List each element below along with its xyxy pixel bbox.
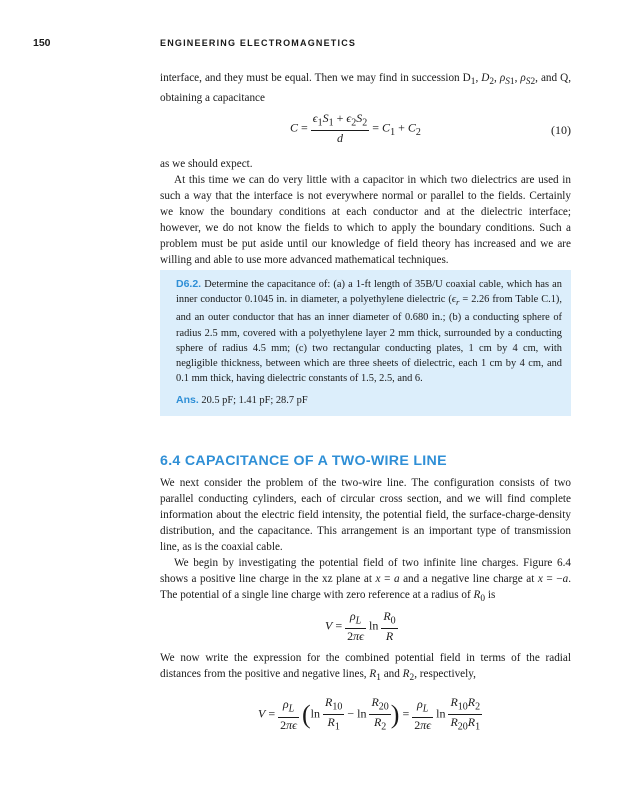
section-title: 6.4 CAPACITANCE OF A TWO-WIRE LINE bbox=[160, 453, 447, 469]
page-number: 150 bbox=[33, 37, 51, 49]
para-expect: as we should expect. bbox=[160, 158, 253, 170]
dielectric-paragraph bbox=[160, 156, 571, 268]
answer-label: Ans. bbox=[176, 394, 199, 406]
equation-combined-potential: V = $\frac{\rho_L}{2\pi\epsilon}$ (ln $\frac{R_{10}}{R_1}$ − ln $\frac{R_{20}}{R_2}$ ) = $\frac{\rho_L}{2\pi\epsilon}$ ln $\frac{R_{10}R_2}{R_{20}R_1}$ bbox=[258, 695, 481, 733]
drill-text-b: = 2.26 from Table C.1), and an outer conductor that has an inner diameter of 0.680 in.; (b) a conducting sphere of radius 2.5 mm, covered with a polyethylene layer 2 mm thick, surrounded by a conducting sphere of radius 4.5 mm; (c) two rectangular conducting plates, 1 cm by 4 cm, with negligible thickness, between which are three sheets of dielectric, each 1 cm by 4 cm, and 0.1 mm thick, having dielectric constants of 1.5, 2.5, and 6. bbox=[176, 294, 562, 385]
drill-problem-box: D6.2. Determine the capacitance of: (a) a 1-ft length of 35B/U coaxial cable, which has an inner conductor 0.1045 in. in diameter, a polyethylene dielectric ($\epsilon_r = 2.26$ from Table C.1), and an outer conductor that has an inner diameter of 0.680 in.; (b) a conducting sphere of radius 2.5 mm, covered with a polyethylene layer 2 mm thick, surrounded by a conducting sphere of radius 4.5 mm; (c) two rectangular conducting plates, 1 cm by 4 cm, with negligible thickness, between which are three sheets of dielectric, each 1 cm by 4 cm, and 0.1 mm thick, having dielectric constants of 1.5, 2.5, and 6. Ans. 20.5 pF; 1.41 pF; 28.7 pF bbox=[160, 270, 571, 416]
equation-single-line-potential: V = $\frac{\rho_L}{2\pi\epsilon}$ ln $\frac{R_0}{R}$ bbox=[325, 609, 396, 644]
drill-answer bbox=[176, 394, 308, 406]
equation-number: (10) bbox=[551, 123, 571, 137]
intro-line-2: and Q, obtaining a capacitance bbox=[160, 72, 572, 105]
combined-paragraph: We now write the expression for the combined potential field in terms of the radial distances from the positive and negative lines, $R_1$ and $R_2$, respectively, bbox=[160, 652, 571, 684]
para-begin: We begin by investigating the potential field of two infinite line charges. Figure 6.4 shows a positive line charge in the xz plane at x = a and a negative line charge at x = −a. The potential of a single line charge with zero reference at a radius of $R_0$ is bbox=[160, 557, 571, 605]
equation-10: C = $\frac{\epsilon_1S_1 + \epsilon_2S_2}{d}$ = $C_1 + C_2$ (10) bbox=[290, 111, 571, 146]
drill-label: D6.2. bbox=[176, 278, 202, 290]
para-twowire: We next consider the problem of the two-wire line. The configuration consists of two parallel conducting cylinders, each of circular cross section, and we will find complete information about the electric field intensity, the potential field, the surface-charge-density distribution, and the capacitance. This arrangement is an important type of transmission line, as is the coaxial cable. bbox=[160, 477, 571, 553]
para-dielectrics: At this time we can do very little with a capacitor in which two dielectrics are used in such a way that the interface is not everywhere normal or parallel to the fields. Certainly we know the boundary conditions at each conductor and at the dielectric interface; however, we do not know the fields to which to apply the boundary conditions. Such a problem must be put aside until our knowledge of field theory has increased and we are willing and able to use more advanced mathematical techniques. bbox=[160, 174, 571, 266]
page-header bbox=[33, 37, 593, 51]
answer-values: 20.5 pF; 1.41 pF; 28.7 pF bbox=[201, 395, 308, 406]
intro-paragraph: interface, and they must be equal. Then we may find in succession $D_1$, $D_2$, $\rho_{S1}$, $\rho_{S2}$, and Q, obtaining a capacitance bbox=[160, 72, 572, 105]
intro-line-1: interface, and they must be equal. Then we may find in succession D bbox=[160, 72, 471, 84]
running-head: ENGINEERING ELECTROMAGNETICS bbox=[160, 38, 357, 48]
para-combined: We now write the expression for the combined potential field in terms of the radial distances from the positive and negative lines, bbox=[160, 652, 571, 680]
drill-text-a: Determine the capacitance of: (a) a 1-ft length of 35B/U coaxial cable, which has an inner conductor 0.1045 in. in diameter, a polyethylene dielectric bbox=[176, 279, 562, 306]
twowire-section bbox=[160, 475, 571, 607]
